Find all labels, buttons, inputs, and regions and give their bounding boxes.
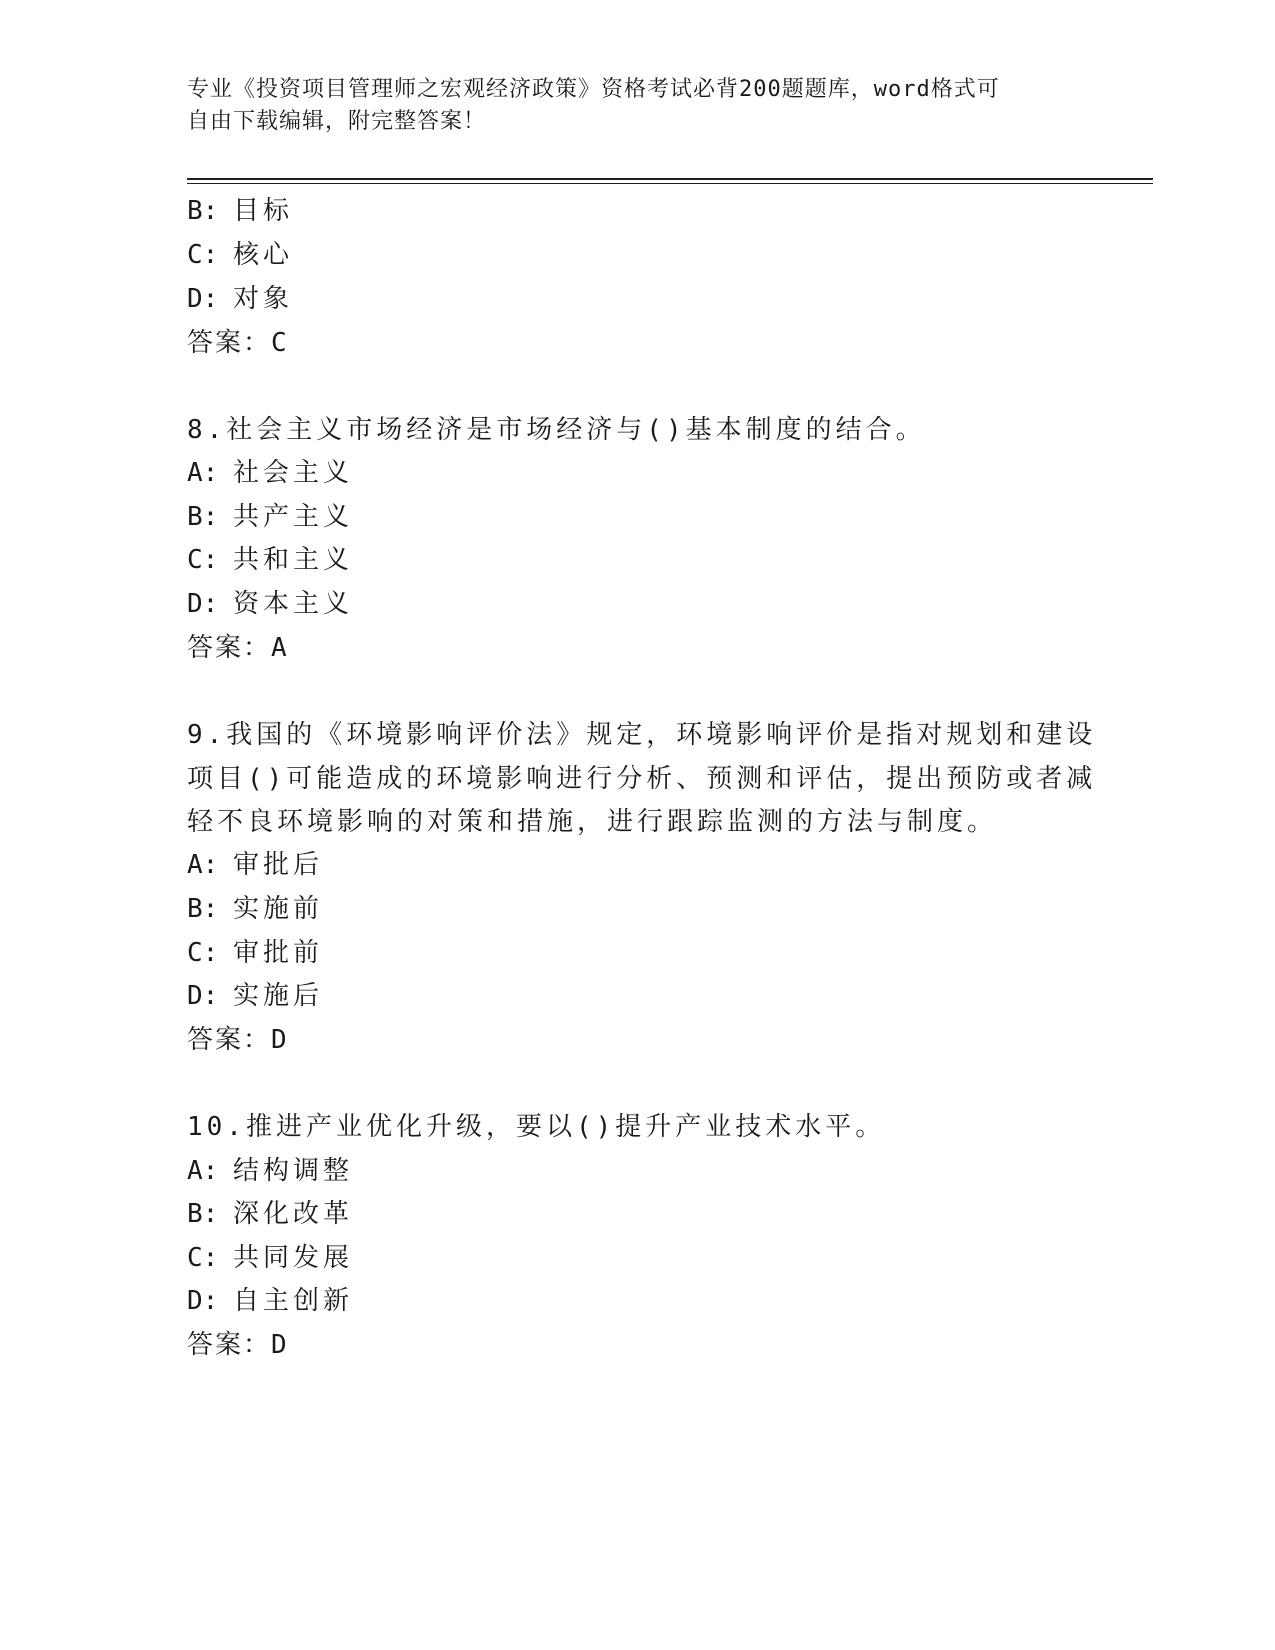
q7-option-c: [187, 237, 293, 273]
header-rule-thin: [187, 183, 1153, 184]
option-text: 共和主义: [233, 545, 354, 575]
option-text: 审批前: [233, 938, 324, 968]
q7-answer: [187, 325, 291, 361]
header-rule-thick: [187, 178, 1153, 180]
answer-label: 答案：: [187, 1025, 272, 1055]
answer-value: D: [271, 1025, 291, 1055]
option-key: C:: [187, 545, 219, 575]
q8-option-b: [187, 499, 353, 535]
option-text: 结构调整: [233, 1156, 354, 1186]
q9-stem-line-2: 项目()可能造成的环境影响进行分析、预测和评估，提出预防或者减: [187, 764, 1097, 794]
option-key: D:: [187, 284, 219, 314]
q9-option-a: [187, 847, 323, 883]
q9-option-c: [187, 935, 323, 971]
document-header: [187, 74, 1067, 138]
q10-option-d: [187, 1283, 353, 1319]
option-key: C:: [187, 1243, 219, 1273]
q10-option-a: [187, 1153, 353, 1189]
option-text: 对象: [233, 284, 294, 314]
answer-value: C: [271, 328, 291, 358]
option-key: B:: [187, 1199, 219, 1229]
q8-option-c: [187, 542, 353, 578]
q7-option-b: [187, 193, 293, 229]
option-key: A:: [187, 850, 219, 880]
option-key: A:: [187, 458, 219, 488]
option-key: C:: [187, 240, 219, 270]
option-key: B:: [187, 502, 219, 532]
answer-label: 答案：: [187, 1330, 272, 1360]
option-text: 资本主义: [233, 589, 354, 619]
option-text: 共产主义: [233, 502, 354, 532]
answer-label: 答案：: [187, 328, 272, 358]
q10-answer: [187, 1327, 291, 1363]
option-text: 深化改革: [233, 1199, 354, 1229]
q10-option-c: [187, 1240, 353, 1276]
q10-stem: 10.推进产业优化升级，要以()提升产业技术水平。: [187, 1112, 886, 1142]
option-key: D:: [187, 589, 219, 619]
option-key: B:: [187, 196, 219, 226]
option-text: 实施前: [233, 894, 324, 924]
header-line-1: 专业《投资项目管理师之宏观经济政策》资格考试必背200题题库，word格式可: [187, 77, 1000, 102]
option-key: C:: [187, 938, 219, 968]
option-text: 实施后: [233, 981, 324, 1011]
q8-option-d: [187, 586, 353, 622]
q8-option-a: [187, 455, 353, 491]
q8-stem: 8.社会主义市场经济是市场经济与()基本制度的结合。: [187, 415, 926, 445]
option-text: 自主创新: [233, 1286, 354, 1316]
option-text: 社会主义: [233, 458, 354, 488]
q9-option-d: [187, 978, 323, 1014]
option-text: 共同发展: [233, 1243, 354, 1273]
option-key: D:: [187, 1286, 219, 1316]
answer-value: A: [271, 633, 291, 663]
option-text: 审批后: [233, 850, 324, 880]
header-line-2: 自由下载编辑，附完整答案！: [187, 109, 487, 134]
q9-answer: [187, 1022, 291, 1058]
q8-answer: [187, 630, 291, 666]
q9-stem-line-3: 轻不良环境影响的对策和措施，进行跟踪监测的方法与制度。: [187, 807, 998, 837]
q9-stem-line-1: 9.我国的《环境影响评价法》规定，环境影响评价是指对规划和建设: [187, 720, 1097, 750]
answer-label: 答案：: [187, 633, 272, 663]
q10-option-b: [187, 1196, 353, 1232]
option-key: D:: [187, 981, 219, 1011]
q9-option-b: [187, 891, 323, 927]
option-text: 目标: [233, 196, 294, 226]
option-text: 核心: [233, 240, 294, 270]
option-key: A:: [187, 1156, 219, 1186]
q7-option-d: [187, 281, 293, 317]
option-key: B:: [187, 894, 219, 924]
answer-value: D: [271, 1330, 291, 1360]
